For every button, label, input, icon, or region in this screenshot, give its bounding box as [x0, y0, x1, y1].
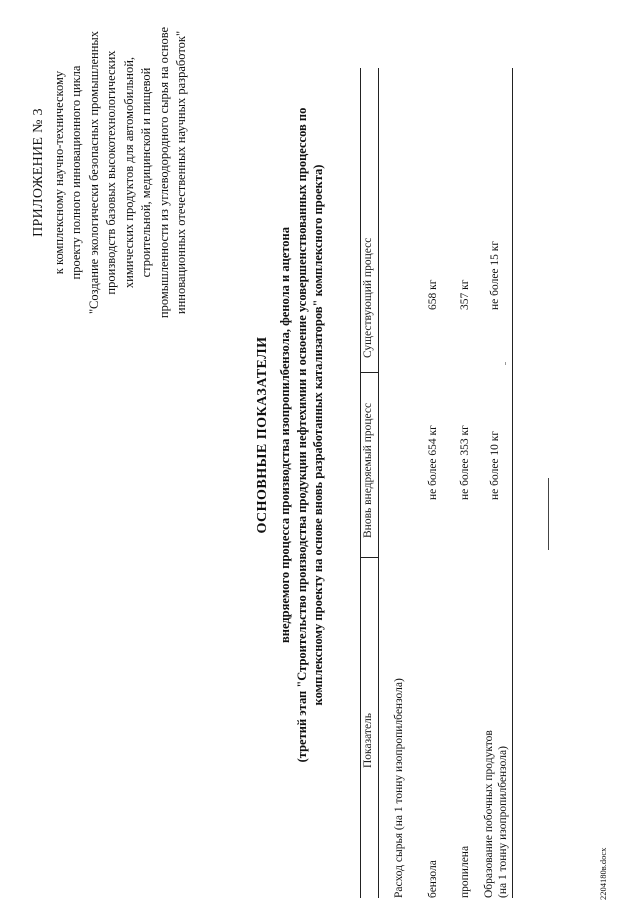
heading-title: ОСНОВНЫЕ ПОКАЗАТЕЛИ — [255, 336, 270, 534]
appendix-line: к комплексному научно-техническому — [51, 70, 66, 275]
scan-mark — [505, 362, 506, 365]
table-row-propylene-label: пропилена — [459, 845, 471, 898]
table-row-propylene-existing: 357 кг — [459, 279, 471, 310]
appendix-line: промышленности из углеводородного сырья на основе — [156, 26, 171, 319]
table-row-byproducts-existing: не более 15 кг — [489, 240, 501, 310]
heading-line: внедряемого процесса производства изопропилбензола, фенола и ацетона — [278, 227, 292, 643]
table-row-benzene-new: не более 654 кг — [427, 425, 439, 500]
table-header-indicator: Показатель — [362, 712, 374, 768]
appendix-line: производств базовых высокотехнологических — [104, 50, 118, 295]
appendix-line: строительной, медицинской и пищевой — [139, 67, 153, 278]
appendix-line: инновационных отечественных научных разработок" — [174, 30, 188, 315]
table-row-benzene-existing: 658 кг — [427, 279, 439, 310]
table-header-new-process: Вновь внедряемый процесс — [362, 402, 374, 538]
table-row-byproducts-label: (на 1 тонну изопропилбензола) — [497, 746, 509, 898]
document-heading — [255, 85, 327, 785]
file-name-footer: 2204180в.docx — [598, 847, 608, 900]
appendix-block — [30, 0, 191, 345]
table-bottom-border — [512, 68, 513, 898]
table-row-byproducts-label: Образование побочных продуктов — [483, 730, 495, 898]
appendix-line: проекту полного инновационного цикла — [69, 65, 83, 280]
table-header-bottom-border — [378, 68, 379, 898]
table-column-divider — [360, 372, 378, 373]
signature-line — [548, 478, 549, 550]
heading-line: (третий этап "Строительство производства продукции нефтехимии и освоение усовершенствованных процессов по — [294, 107, 309, 763]
appendix-line: "Создание экологически безопасных промышленных — [86, 30, 101, 315]
table-column-divider — [360, 557, 378, 558]
table-row-propylene-new: не более 353 кг — [459, 425, 471, 500]
table-row-byproducts-new: не более 10 кг — [489, 430, 501, 500]
table-top-border — [360, 68, 361, 898]
appendix-line: химических продуктов для автомобильной, — [121, 56, 136, 289]
table-row-raw-consumption: Расход сырья (на 1 тонну изопропилбензола) — [393, 678, 405, 898]
appendix-title: ПРИЛОЖЕНИЕ № 3 — [31, 108, 46, 237]
heading-line: комплексному проекту на основе вновь разработанных катализаторов" комплексного проекта) — [311, 164, 325, 706]
table-row-benzene-label: бензола — [427, 860, 439, 898]
table-header-existing-process: Существующий процесс — [362, 237, 374, 358]
